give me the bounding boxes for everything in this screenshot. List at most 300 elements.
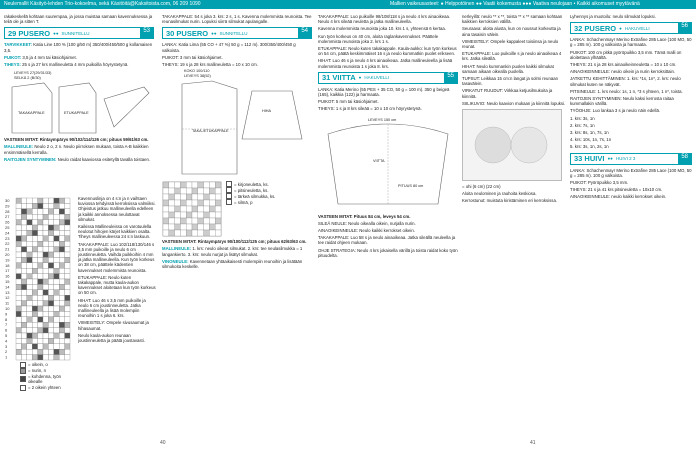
chart-cell (54, 225, 59, 230)
header-left-text: Neulemallit Käsityö-lehden Trio-kokoelma, sekä Käsitöitä@Kaksitoista.com, 06 209 1090 (4, 1, 201, 7)
chart-cell (48, 209, 53, 214)
chart-cell (43, 317, 48, 322)
chart-cell (59, 328, 64, 333)
chart-cell (21, 349, 26, 354)
chart-cell (54, 355, 59, 360)
chart-cell (48, 257, 53, 262)
chart-cell (65, 198, 70, 203)
chart-cell (59, 225, 64, 230)
chart-row-number: 4 (5, 338, 8, 344)
chart-row-number: 7 (5, 322, 8, 328)
chart-cell (32, 241, 37, 246)
chart-row-number: 21 (5, 246, 10, 252)
chart-cell (16, 306, 21, 311)
lace-chart-cell (180, 200, 186, 206)
chart-cell (59, 230, 64, 235)
lace-chart-cell (169, 224, 175, 230)
chart-cell (48, 311, 53, 316)
chart-cell (59, 284, 64, 289)
label: MALLINEULE: (162, 246, 192, 252)
chart-cell (65, 236, 70, 241)
chart-cell (59, 317, 64, 322)
lace-chart-cell (175, 194, 181, 200)
chart-cell (59, 257, 64, 262)
schematic-diagram (4, 69, 154, 137)
page-number-left: 40 (160, 440, 166, 446)
chart-cell (65, 338, 70, 343)
yarn-text: LANKA: Katia Lima (55 CO + 47 %) 50 g = 112 m). 300/350/400/450 g valkoista. (162, 42, 296, 53)
lace-chart-cell (198, 206, 204, 212)
chart-cell (16, 355, 21, 360)
chart-cell (43, 301, 48, 306)
chart-cell (59, 209, 64, 214)
chart-cell (27, 220, 32, 225)
body-text: AINAOIKEINNEULE: neulo oikein ja nurin kerroksittain. (570, 69, 676, 75)
chart-row-number: 19 (5, 257, 10, 263)
chart-cell (43, 214, 48, 219)
chart-cell (65, 317, 70, 322)
page-ref-badge: 55 (444, 73, 457, 83)
chart-cell (54, 333, 59, 338)
chart-row-number: 29 (5, 203, 10, 209)
row-instruction: 2. krs: 7s, 1n (570, 122, 595, 128)
chart-cell (16, 214, 21, 219)
chart-note: TAKAKAPPALE: Luo 102/118/130/146 s 3,5 mm puikoille ja neulo 6 cm joustinneuletta. Vaihda puikkoihin 4 mm ja jatka mallineuleella. Kun työn korkeus on 38 cm, päättele kädentien kavennukset molemmista reunoista. (78, 241, 155, 273)
lace-chart-cell (180, 224, 186, 230)
row-instruction: 3. krs: 8s, 1n, 7s, 1n (570, 130, 609, 136)
chart-cell (48, 252, 53, 257)
chart-cell (59, 301, 64, 306)
chart-cell (59, 322, 64, 327)
chart-cell (59, 198, 64, 203)
schematic-diagram-2 (162, 69, 312, 181)
lace-chart-cell (175, 200, 181, 206)
chart-cell (16, 338, 21, 343)
lace-chart-cell (204, 200, 210, 206)
legend-swatch (20, 385, 26, 391)
body-text: TAKAKAPPALE: Luo puikoille 98/108/118 s ja neulo 4 krs ainaoikeaa. Neulo 4 krs sileää neuletta ja jatka mallineuleella. (318, 14, 451, 25)
stripes-text: Neulo raidat kaaviossa esitetyllä tavalla toistaen. (57, 156, 151, 162)
lace-chart-cell (204, 230, 210, 236)
chart-cell (59, 241, 64, 246)
chart-cell (21, 295, 26, 300)
chart-cell (43, 349, 48, 354)
lace-chart-cell (192, 218, 198, 224)
chart-row-number: 22 (5, 241, 10, 247)
lace-chart-cell (209, 188, 215, 194)
chart-cell (54, 263, 59, 268)
chart-cell (65, 230, 70, 235)
chart-cell (21, 203, 26, 208)
chart-cell (59, 279, 64, 284)
lace-chart-cell (192, 188, 198, 194)
chart-row-number: 1 (5, 354, 8, 360)
chart-cell (27, 230, 32, 235)
chart-cell (43, 328, 48, 333)
chart-cell (48, 236, 53, 241)
chart-side-text (78, 196, 156, 396)
chart-row-number: 26 (5, 219, 10, 225)
lace-chart-cell (175, 224, 181, 230)
chart-cell (32, 355, 37, 360)
body-text: TYÖOHJE: Luo lankaa 3 s ja neulo näin edellä. (570, 108, 661, 114)
chart-cell (65, 295, 70, 300)
chart-cell (16, 317, 21, 322)
chart-cell (54, 349, 59, 354)
chart-cell (21, 306, 26, 311)
body-text: Aloita neulominen ja rauhoita keskiosa. (462, 191, 537, 197)
lace-chart-cell (186, 206, 192, 212)
chart-cell (43, 252, 48, 257)
chart-cell (65, 241, 70, 246)
chart-cell (48, 333, 53, 338)
chart-cell (21, 230, 26, 235)
lace-chart-cell (163, 182, 169, 188)
label: MALLINEULE: (4, 144, 34, 150)
page-ref-badge: 56 (678, 23, 691, 33)
chart-cell (43, 322, 48, 327)
chart-cell (16, 333, 21, 338)
chart-cell (59, 220, 64, 225)
chart-cell (38, 290, 43, 295)
lace-chart-cell (204, 188, 210, 194)
chart-cell (65, 209, 70, 214)
chart-cell (59, 349, 64, 354)
chart-cell (54, 214, 59, 219)
body-text: HIHAT: Luo 46 s ja neulo 4 krs ainaoikeaa. Jatka mallineuleella ja lisää molemmista reunoista 1 s joka 8. krs. (318, 58, 453, 69)
chart-cell (59, 203, 64, 208)
lace-chart-cell (175, 188, 181, 194)
chart-cell (38, 322, 43, 327)
chart-cell (32, 349, 37, 354)
chart-cell (65, 349, 70, 354)
chart-cell (54, 284, 59, 289)
chart-cell (43, 236, 48, 241)
chart-cell (32, 252, 37, 257)
chart-cell (54, 317, 59, 322)
lace-chart-cell (204, 206, 210, 212)
chart-cell (48, 247, 53, 252)
column-5 (570, 14, 692, 434)
chart-note: ETUKAPPALE: Neulo kuten takakappale, mutta kaula-aukon kavennukset aloitetaan kun työn korkeus on 50 cm. (78, 274, 156, 296)
chart-cell (48, 322, 53, 327)
lace-chart-cell (186, 230, 192, 236)
chart-cell (32, 328, 37, 333)
lace-chart-cell (209, 212, 215, 218)
chart-cell (54, 279, 59, 284)
lace-chart-cell (163, 188, 169, 194)
chart-cell (54, 328, 59, 333)
gauge-text: 25 s ja 27 krs mallineuletta 4 mm puikoilla höyrystetynä. (22, 62, 129, 68)
chart-cell (43, 344, 48, 349)
lace-chart-cell (215, 230, 221, 236)
lace-chart-cell (175, 206, 181, 212)
chart-cell (38, 349, 43, 354)
body-text: VIRKATUT RUUDUT: Virkkaa ketjusilmukoita ja kiinnitä. (462, 88, 553, 99)
chart-cell (21, 252, 26, 257)
chart-cell (32, 209, 37, 214)
chart-cell (65, 290, 70, 295)
yarn-text: LANKA: Katia Merino (55 PES + 35 CO, 50 g = 100 m). 350 g beigeä (165), kaikkia (122) ja harmaata. (318, 86, 450, 98)
chart-cell (48, 349, 53, 354)
chart-cell (54, 257, 59, 262)
page-ref-badge: 53 (140, 28, 153, 38)
chart-row-number: 20 (5, 252, 10, 257)
chart-cell (65, 257, 70, 262)
photo-illustration (463, 110, 561, 180)
chart-cell (54, 247, 59, 252)
lace-chart-cell (198, 200, 204, 206)
page-ref-badge: 58 (678, 154, 691, 164)
lace-chart-cell (186, 212, 192, 218)
chart-cell (21, 279, 26, 284)
chart-cell (38, 214, 43, 219)
chart-cell (38, 301, 43, 306)
chart-cell (32, 306, 37, 311)
chart-cell (43, 355, 48, 360)
chart-cell (54, 295, 59, 300)
chart-cell (48, 338, 53, 343)
difficulty-level: ●● (211, 30, 217, 36)
lace-chart-cell (198, 182, 204, 188)
chart-cell (65, 220, 70, 225)
chart-cell (38, 328, 43, 333)
chart-cell (21, 198, 26, 203)
row-instruction: 4. krs: 10s, 1n, 7s, 1n (570, 137, 612, 143)
chart-cell (48, 355, 53, 360)
chart-cell (38, 295, 43, 300)
chart-cell (21, 290, 26, 295)
body-text: Lyhennys ja muotoilu: neulo silmukat lopuksi. (570, 14, 656, 19)
chart-row-number: 25 (5, 225, 10, 230)
lace-chart-cell (180, 230, 186, 236)
page-ref-badge: 54 (298, 28, 311, 38)
chart-cell (43, 333, 48, 338)
chart-cell (16, 301, 21, 306)
chart-cell (65, 355, 70, 360)
body-text: OHJE STRATEGIA: Neulo 4 krs jokaisella värillä ja toista raidat koko työn pituudelta. (318, 247, 458, 258)
back-piece-shape (12, 83, 52, 133)
diagram-label: HIHA (262, 109, 272, 114)
chart-cell (54, 344, 59, 349)
difficulty-label: HUIVI 2 3 (615, 156, 636, 162)
lace-chart-cell (169, 206, 175, 212)
legend-2 (226, 181, 275, 239)
chart-cell (54, 252, 59, 257)
chart-cell (16, 279, 21, 284)
pattern-text: 1. krs: neulo oikeat silmukat. 2. krs: tee neulasilmukka = 1 langankierto. 3. krs: neulo nurjat ja lisätyt silmukat. (162, 246, 303, 257)
label: PUIKOT: (4, 54, 22, 60)
body-text: AINAOIKEINNEULE: neulo kaikki kerrokset oikein. (570, 194, 667, 200)
chart-cell (43, 284, 48, 289)
chart-cell (59, 344, 64, 349)
chart-cell (21, 355, 26, 360)
column-4 (462, 14, 566, 434)
chart-cell (21, 236, 26, 241)
lace-chart-cell (169, 188, 175, 194)
legend-swatch (20, 376, 26, 382)
lace-chart-cell (209, 218, 215, 224)
chart-cell (16, 252, 21, 257)
chart-cell (32, 257, 37, 262)
chart-cell (38, 306, 43, 311)
chart-cell (32, 268, 37, 273)
lace-chart-cell (192, 182, 198, 188)
chart-cell (43, 198, 48, 203)
chart-cell (65, 322, 70, 327)
chart-note: Kaikissa Mallineuleissa on varotuulella neulotut hihojen kärjet kaikkien osalta. Tiheys mallineuleessa 24 s:n laskuun. (78, 224, 152, 240)
chart-cell (48, 279, 53, 284)
lace-chart-cell (209, 194, 215, 200)
lace-chart-cell (163, 230, 169, 236)
chart-cell (38, 268, 43, 273)
chart-note: Neulo kaula-aukon reunaan joustinneuletta ja päätä joustavasti. (78, 332, 145, 344)
label: TIHEYS: (4, 62, 21, 68)
body-text: SIILIKUVIO: Neulo kaavion mukaan ja kiinnitä lopuksi. (462, 100, 566, 106)
lace-chart-cell (198, 212, 204, 218)
lace-chart-cell (163, 206, 169, 212)
lace-chart-cell (215, 224, 221, 230)
section-title: 32 PUSERO (574, 23, 617, 33)
chart-cell (32, 203, 37, 208)
yarn-text: LANKA: Schachenmayr Merino Extrafine 285 Lace (100 MO, 50 g = 285 m). 100 g valkoista ja harmaata. (570, 37, 692, 48)
chart-cell (48, 214, 53, 219)
lace-chart-cell (169, 230, 175, 236)
lace-chart-cell (186, 188, 192, 194)
size-label: LEVEYS 27(29/31/33) (14, 71, 52, 76)
body-text: SILEÄ NEULE: Neulo oikealla oikein, nurjalla nurin. (318, 220, 416, 226)
chart-cell (65, 333, 70, 338)
lace-chart-cell (192, 200, 198, 206)
chart-cell (27, 209, 32, 214)
chart-cell (32, 301, 37, 306)
garment-schematic-svg (162, 79, 312, 179)
difficulty-level: ● (619, 25, 622, 31)
chart-cell (59, 263, 64, 268)
chart-cell (21, 241, 26, 246)
chart-cell (43, 263, 48, 268)
chart-cell (27, 317, 32, 322)
lace-chart-cell (163, 194, 169, 200)
chart-row-number: 15 (5, 279, 10, 284)
chart-cell (38, 198, 43, 203)
chart-cell (54, 322, 59, 327)
chart-cell (59, 290, 64, 295)
chart-cell (43, 306, 48, 311)
chart-cell (27, 198, 32, 203)
chart-cell (43, 279, 48, 284)
chart-cell (65, 203, 70, 208)
chart-cell (43, 225, 48, 230)
lace-chart-cell (186, 194, 192, 200)
chart-cell (43, 241, 48, 246)
chart-cell (27, 263, 32, 268)
chart-cell (54, 274, 59, 279)
chart-note: VIIMEISTELY: Ompele sivusaumat ja hihasaumat. (78, 320, 149, 331)
lace-chart-cell (192, 206, 198, 212)
lace-chart-cell (215, 200, 221, 206)
chart-cell (54, 301, 59, 306)
chart-cell (21, 344, 26, 349)
chart-cell (54, 290, 59, 295)
chart-cell (43, 209, 48, 214)
chart-cell (32, 322, 37, 327)
lace-chart-cell (209, 200, 215, 206)
legend-swatch (20, 368, 26, 374)
chart-cell (32, 247, 37, 252)
chart-cell (16, 257, 21, 262)
chart-cell (21, 268, 26, 273)
body-text: VIIMEISTELY: Ompele kappaleet toisiinsa ja neulo reunat. (462, 38, 559, 50)
chart-cell (27, 333, 32, 338)
body-text: HIHAT: Neulo kummankin puolen kaikki silmukat samaan aikaan oikealla puolella. (462, 63, 554, 74)
lace-chart-cell (204, 182, 210, 188)
chart-cell (21, 322, 26, 327)
body-text: nerleyillä: neulo ** x **, toista ** x ** samaan kohtaan kaikkien kerroksien välillä. (462, 14, 563, 25)
chart-cell (21, 225, 26, 230)
chart-cell (32, 344, 37, 349)
body-text: ETUKAPPALE: Neulo kuten takakappale. Kaula-aukko: kun työn korkeus on 54 cm, päätä keskimmäiset 16 s ja neulo kummatkin puolet erikseen. (318, 46, 457, 57)
chart-cell (21, 284, 26, 289)
chart-cell (21, 257, 26, 262)
row-instruction: 5. krs: 3s, 1n, 2s, 1n (570, 144, 609, 150)
chart-cell (59, 214, 64, 219)
lace-chart-cell (175, 212, 181, 218)
needles-text: PUIKOT: 100 cm pitkä pyöröpuikko 3,5 mm. Tämä malli on aloitettava ylhäältä. (570, 49, 682, 60)
chart-cell (32, 220, 37, 225)
difficulty-label: SUNNITELLU (219, 30, 248, 36)
chart-row-number: 10 (5, 306, 10, 311)
chart-cell (38, 338, 43, 343)
chart-row-number: 5 (5, 333, 8, 338)
chart-cell (27, 295, 32, 300)
chart-cell (54, 311, 59, 316)
body-text: JATKETTU KEHITTÄMINEN: 1. krs: *1s, 1n*, 2. krs: neulo silmukat kuten ne näkyvät. (570, 76, 681, 87)
chart-cell (43, 220, 48, 225)
chart-cell (38, 241, 43, 246)
garment-schematic-svg (4, 79, 154, 139)
chart-cell (54, 209, 59, 214)
lace-chart-cell (163, 212, 169, 218)
chart-row-number: 24 (5, 230, 10, 236)
body-text: RAITOJEN SYNTYMINEN: Neulo kaksi kerrosta raitaa kummallakin värillä. (570, 96, 674, 107)
chart-cell (43, 257, 48, 262)
chart-cell (32, 230, 37, 235)
difficulty-level: ●● (53, 30, 59, 36)
body-text: Kerrostunut: muistuta kiristäminen eri kerroksissa. (462, 198, 558, 204)
chart-cell (65, 311, 70, 316)
chart-cell (16, 295, 21, 300)
chart-cell (48, 263, 53, 268)
chart-legend-block (162, 181, 312, 239)
chart-cell (48, 290, 53, 295)
gauge-text: TIHEYS: 19 s ja 28 krs mallineuletta = 10 x 10 cm. (162, 62, 258, 68)
chart-cell (48, 220, 53, 225)
chart-cell (32, 198, 37, 203)
lace-chart-cell (169, 182, 175, 188)
chart-cell (27, 328, 32, 333)
body-text: ETUKAPPALE: Luo puikoille s ja neulo ainaoikeaa 4 krs. Jatka sileällä. (462, 51, 562, 62)
diagram-top-label: LEVEYS 38(52) (184, 74, 211, 79)
chart-cell (48, 268, 53, 273)
chart-cell (27, 225, 32, 230)
chart-cell (38, 344, 43, 349)
lace-chart-cell (198, 218, 204, 224)
measurements-text: VASTEEN MITAT: Pituus 84 cm, leveys 54 cm. (318, 213, 411, 219)
chart-cell (65, 301, 70, 306)
body-text: AINAOIKEINNEULE: Neulo kaikki kerrokset oikein. (318, 228, 415, 234)
chart-cell (27, 290, 32, 295)
